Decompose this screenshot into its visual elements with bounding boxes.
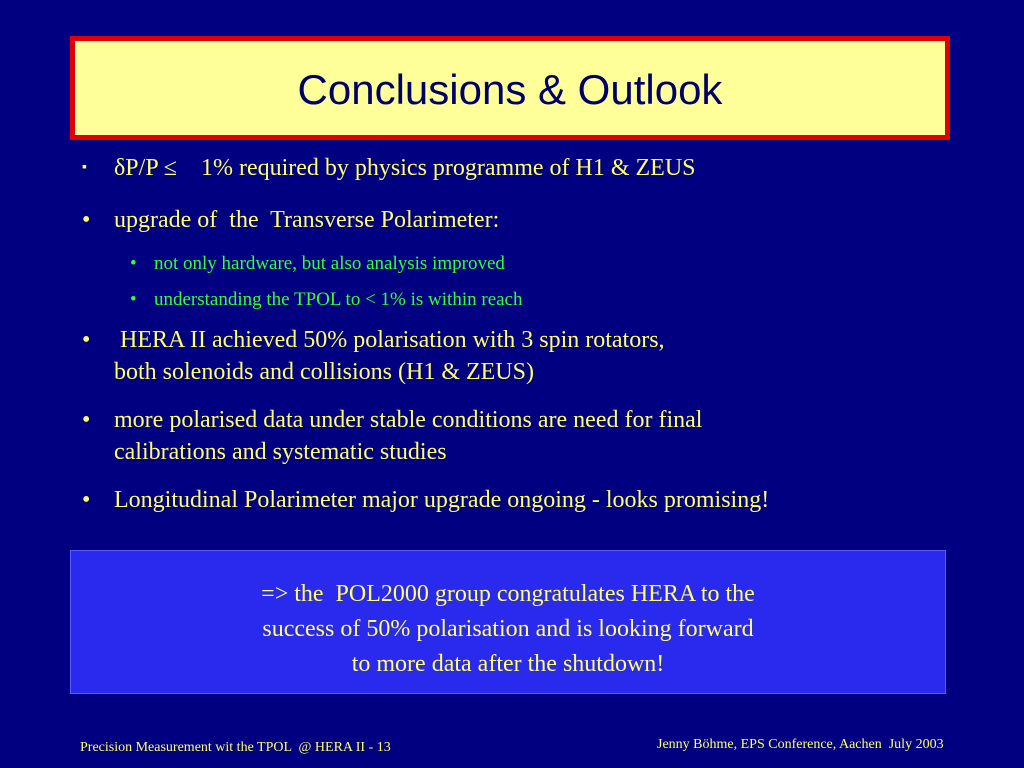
sub-bullet-item	[130, 288, 523, 312]
banner-line: => the POL2000 group congratulates HERA to the	[261, 581, 755, 607]
title-box	[70, 36, 950, 140]
bullet-item	[82, 484, 769, 516]
bullet-text	[114, 324, 665, 388]
bullet-line: both solenoids and collisions (H1 & ZEUS)	[114, 359, 534, 385]
sub-bullet-item	[130, 252, 505, 276]
bullet-line: HERA II achieved 50% polarisation with 3 spin rotators,	[114, 327, 665, 353]
banner-line: to more data after the shutdown!	[351, 651, 665, 677]
footer-left: Precision Measurement wit the TPOL @ HERA II - 13	[80, 740, 391, 755]
sub-bullet-text: not only hardware, but also analysis improved	[154, 253, 505, 274]
sub-bullet-dot-icon: •	[130, 289, 137, 310]
bullet-dot-icon: •	[82, 407, 91, 433]
bullet-line: more polarised data under stable conditions are need for final	[114, 407, 703, 433]
congratulations-banner	[70, 550, 946, 694]
bullet-text	[114, 404, 702, 468]
bullet-text: upgrade of the Transverse Polarimeter:	[114, 207, 500, 233]
banner-line: success of 50% polarisation and is looking forward	[262, 616, 754, 642]
bullet-dot-icon: •	[82, 207, 91, 233]
bullet-square-icon: ▪	[82, 160, 87, 175]
bullet-text: δP/P ≤ 1% required by physics programme of H1 & ZEUS	[114, 155, 696, 181]
slide-title: Conclusions & Outlook	[297, 66, 723, 113]
bullet-dot-icon: •	[82, 487, 91, 513]
bullet-item	[82, 204, 499, 236]
bullet-text: Longitudinal Polarimeter major upgrade ongoing - looks promising!	[114, 487, 770, 513]
bullet-dot-icon: •	[82, 327, 91, 353]
sub-bullet-dot-icon: •	[130, 253, 137, 274]
bullet-item	[82, 324, 665, 388]
bullet-line: calibrations and systematic studies	[114, 439, 447, 465]
sub-bullet-text: understanding the TPOL to < 1% is within reach	[154, 289, 523, 310]
bullet-item	[82, 404, 702, 468]
bullet-item	[82, 152, 696, 184]
footer-right: Jenny Böhme, EPS Conference, Aachen July 2003	[657, 737, 944, 752]
